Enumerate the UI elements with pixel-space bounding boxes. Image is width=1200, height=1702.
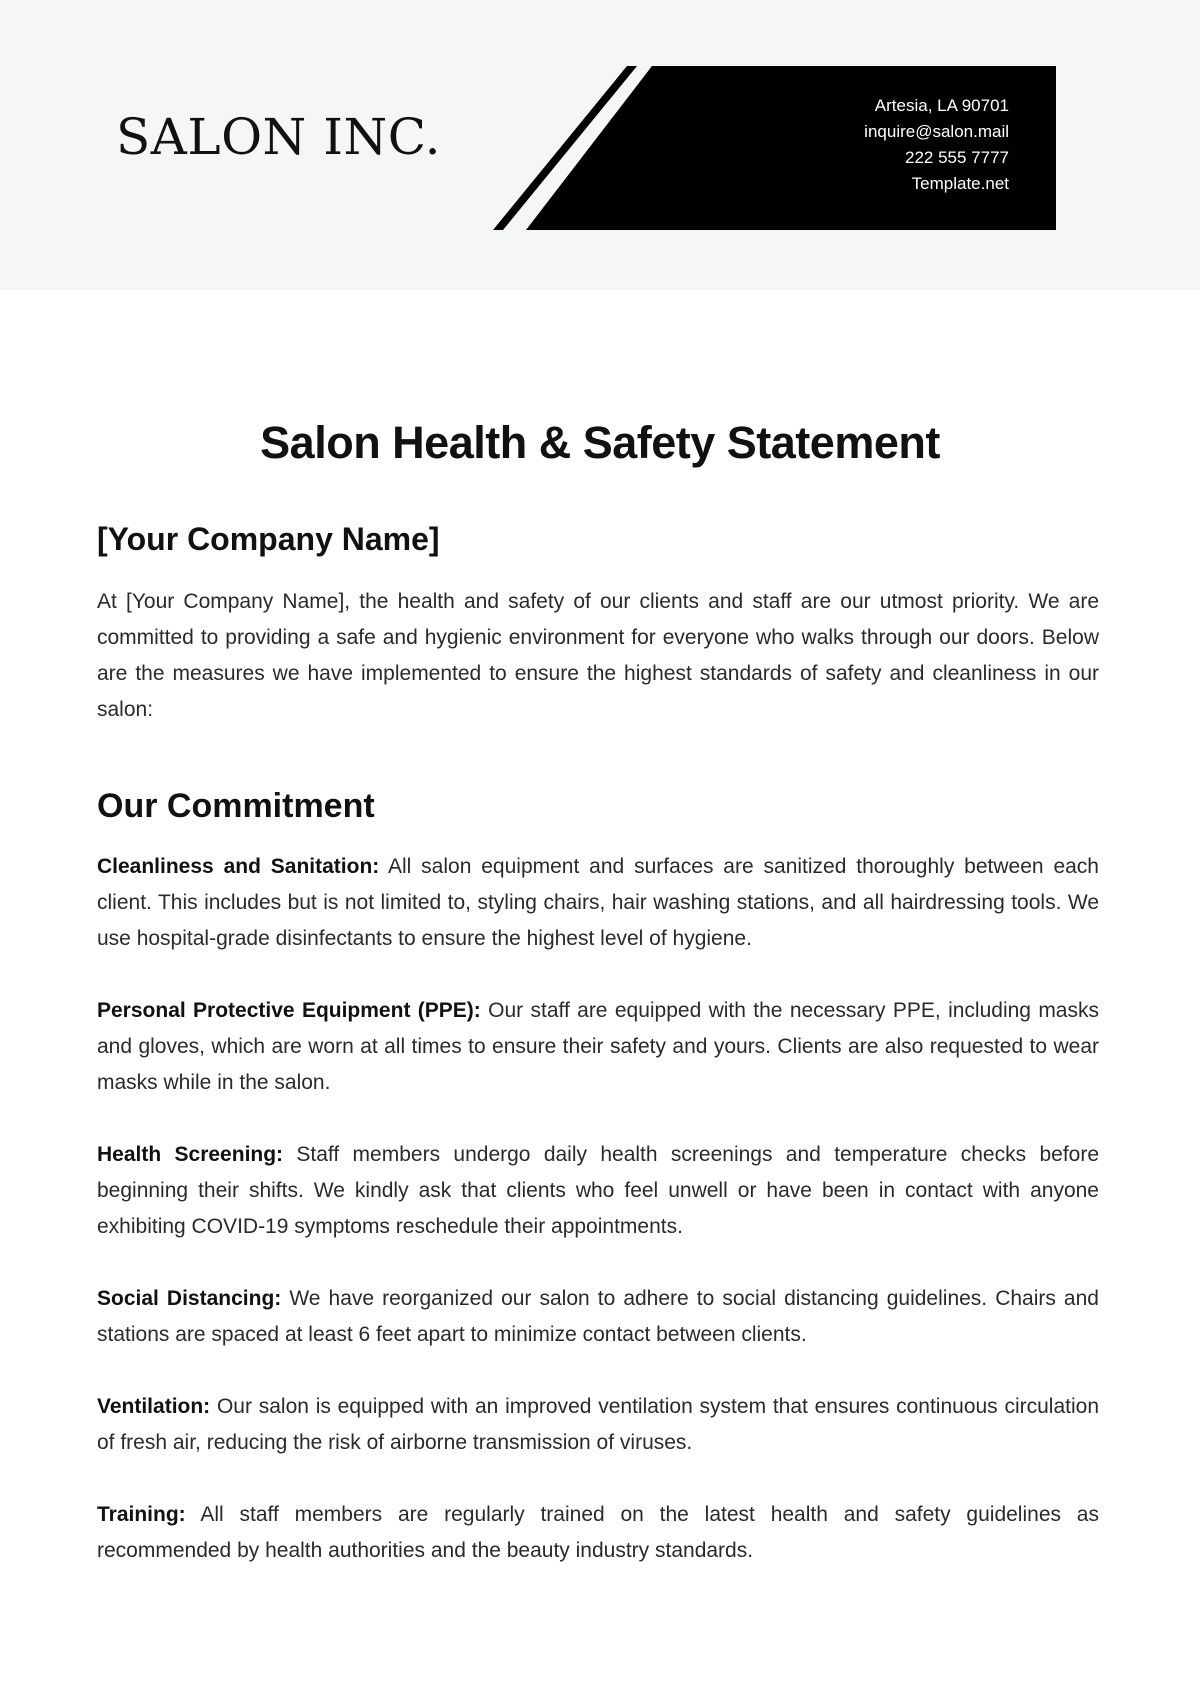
- item-lead: Personal Protective Equipment (PPE):: [97, 999, 481, 1023]
- company-logo: SALON INC.: [116, 108, 442, 166]
- item-text: Our salon is equipped with an improved ventilation system that ensures continuous circulation of fresh air, reducing the risk of airborne transmission of viruses.: [97, 1395, 1099, 1455]
- contact-website[interactable]: Template.net: [911, 174, 1009, 193]
- item-text: All staff members are regularly trained on the latest health and safety guidelines as recommended by health authorities and the beauty industry standards.: [97, 1503, 1099, 1563]
- item-lead: Ventilation:: [97, 1395, 211, 1419]
- item-text: All salon equipment and surfaces are sanitized thoroughly between each client. This includes but is not limited to, styling chairs, hair washing stations, and all hairdressing tools. We use hospital-grade disinfectants to ensure the highest level of hygiene.: [97, 855, 1099, 951]
- commitment-item-ventilation: [97, 1389, 1099, 1461]
- item-lead: Training:: [97, 1503, 186, 1527]
- commitment-item-social-distancing: [97, 1281, 1099, 1353]
- contact-address: Artesia, LA 90701: [874, 96, 1009, 115]
- contact-block: [864, 93, 1009, 197]
- commitment-item-training: [97, 1497, 1099, 1569]
- item-lead: Cleanliness and Sanitation:: [97, 855, 380, 879]
- contact-phone: 222 555 7777: [905, 148, 1009, 167]
- item-lead: Health Screening:: [97, 1143, 284, 1167]
- intro-paragraph: At [Your Company Name], the health and safety of our clients and staff are our utmost priority. We are committed to providing a safe and hygienic environment for everyone who walks through our doors. Below are the measures we have implemented to ensure the highest standards of safety and cleanliness in our salon:: [97, 590, 1099, 722]
- document-body: [97, 520, 1099, 1605]
- item-text: We have reorganized our salon to adhere to social distancing guidelines. Chairs and stations are spaced at least 6 feet apart to minimize contact between clients.: [97, 1287, 1099, 1347]
- header-banner-graphic: [0, 0, 1200, 290]
- commitment-item-health-screening: [97, 1137, 1099, 1245]
- contact-email[interactable]: inquire@salon.mail: [864, 122, 1009, 141]
- document-title: Salon Health & Safety Statement: [260, 417, 940, 468]
- commitment-item-ppe: [97, 993, 1099, 1101]
- item-text: Staff members undergo daily health screenings and temperature checks before beginning their shifts. We kindly ask that clients who feel unwell or have been in contact with anyone exhibiting COVID-19 symptoms reschedule their appointments.: [97, 1143, 1100, 1239]
- item-lead: Social Distancing:: [97, 1287, 282, 1311]
- commitment-item-cleanliness: [97, 849, 1099, 957]
- section-heading-commitment: Our Commitment: [97, 787, 375, 826]
- item-text: Our staff are equipped with the necessary PPE, including masks and gloves, which are worn at all times to ensure their safety and yours. Clients are also requested to wear masks while in the salon.: [97, 999, 1099, 1095]
- company-name-heading: [Your Company Name]: [97, 521, 440, 557]
